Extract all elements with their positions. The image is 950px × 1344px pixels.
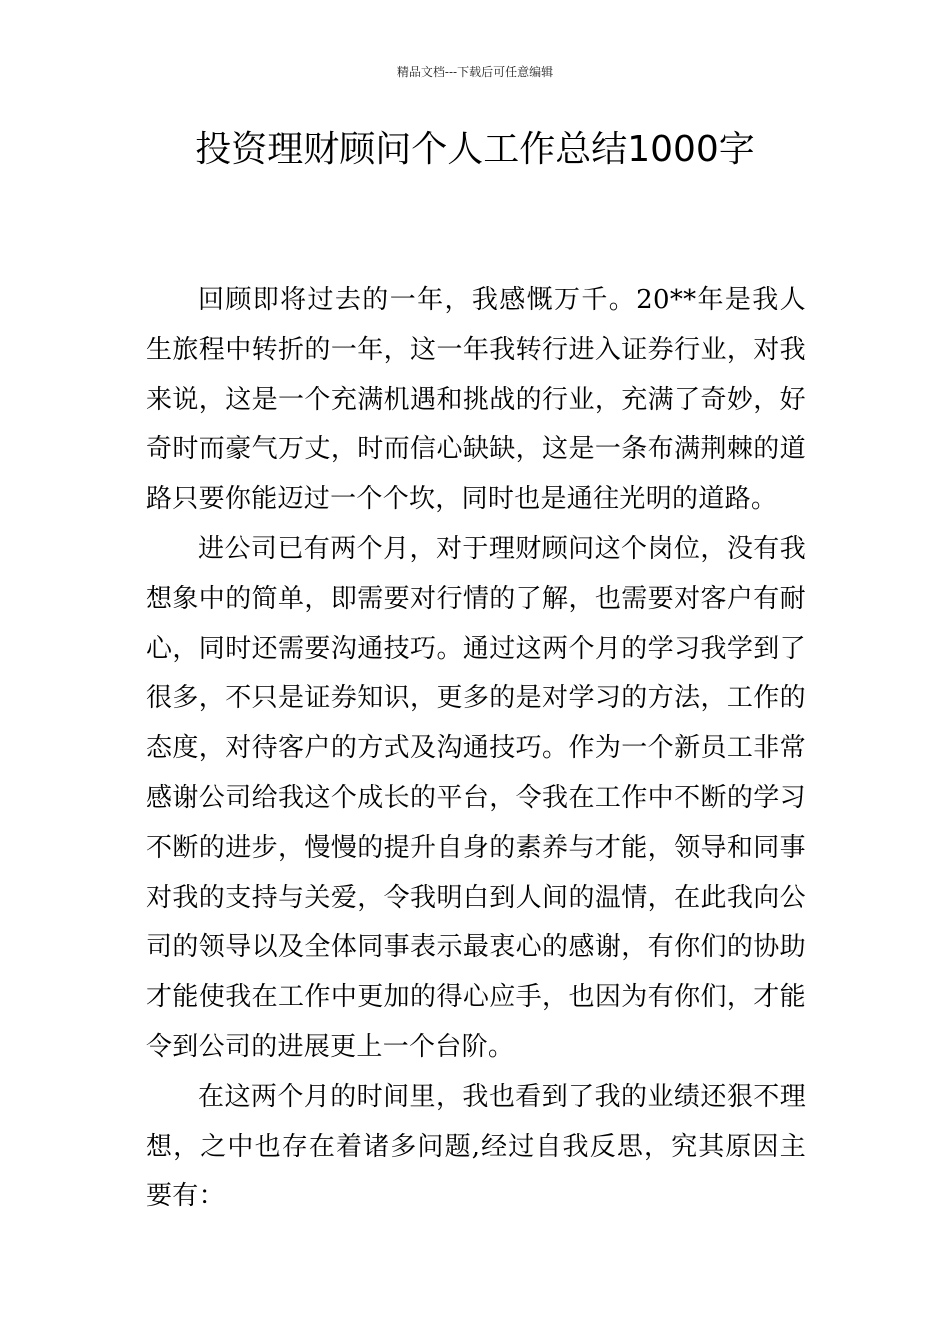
document-body xyxy=(146,276,806,1222)
page-header-note: 精品文档---下载后可任意编辑 xyxy=(396,65,554,79)
paragraph-1: 回顾即将过去的一年，我感慨万千。20**年是我人生旅程中转折的一年，这一年我转行进入证券行业，对我来说，这是一个充满机遇和挑战的行业，充满了奇妙，好奇时而豪气万丈，时而信心缺缺，这是一条布满荆棘的道路只要你能迈过一个个坎，同时也是通往光明的道路。 xyxy=(146,285,806,515)
paragraph-2: 进公司已有两个月，对于理财顾问这个岗位，没有我想象中的简单，即需要对行情的了解，也需要对客户有耐心，同时还需要沟通技巧。通过这两个月的学习我学到了很多，不只是证券知识，更多的是对学习的方法，工作的态度，对待客户的方式及沟通技巧。作为一个新员工非常感谢公司给我这个成长的平台，令我在工作中不断的学习不断的进步，慢慢的提升自身的素养与才能，领导和同事对我的支持与关爱，令我明白到人间的温情，在此我向公司的领导以及全体同事表示最衷心的感谢，有你们的协助才能使我在工作中更加的得心应手，也因为有你们，才能令到公司的进展更上一个台阶。 xyxy=(146,533,806,1062)
paragraph-3: 在这两个月的时间里，我也看到了我的业绩还狠不理想，之中也存在着诸多问题,经过自我反思，究其原因主要有： xyxy=(146,1081,806,1212)
document-title: 投资理财顾问个人工作总结1000字 xyxy=(195,129,755,170)
